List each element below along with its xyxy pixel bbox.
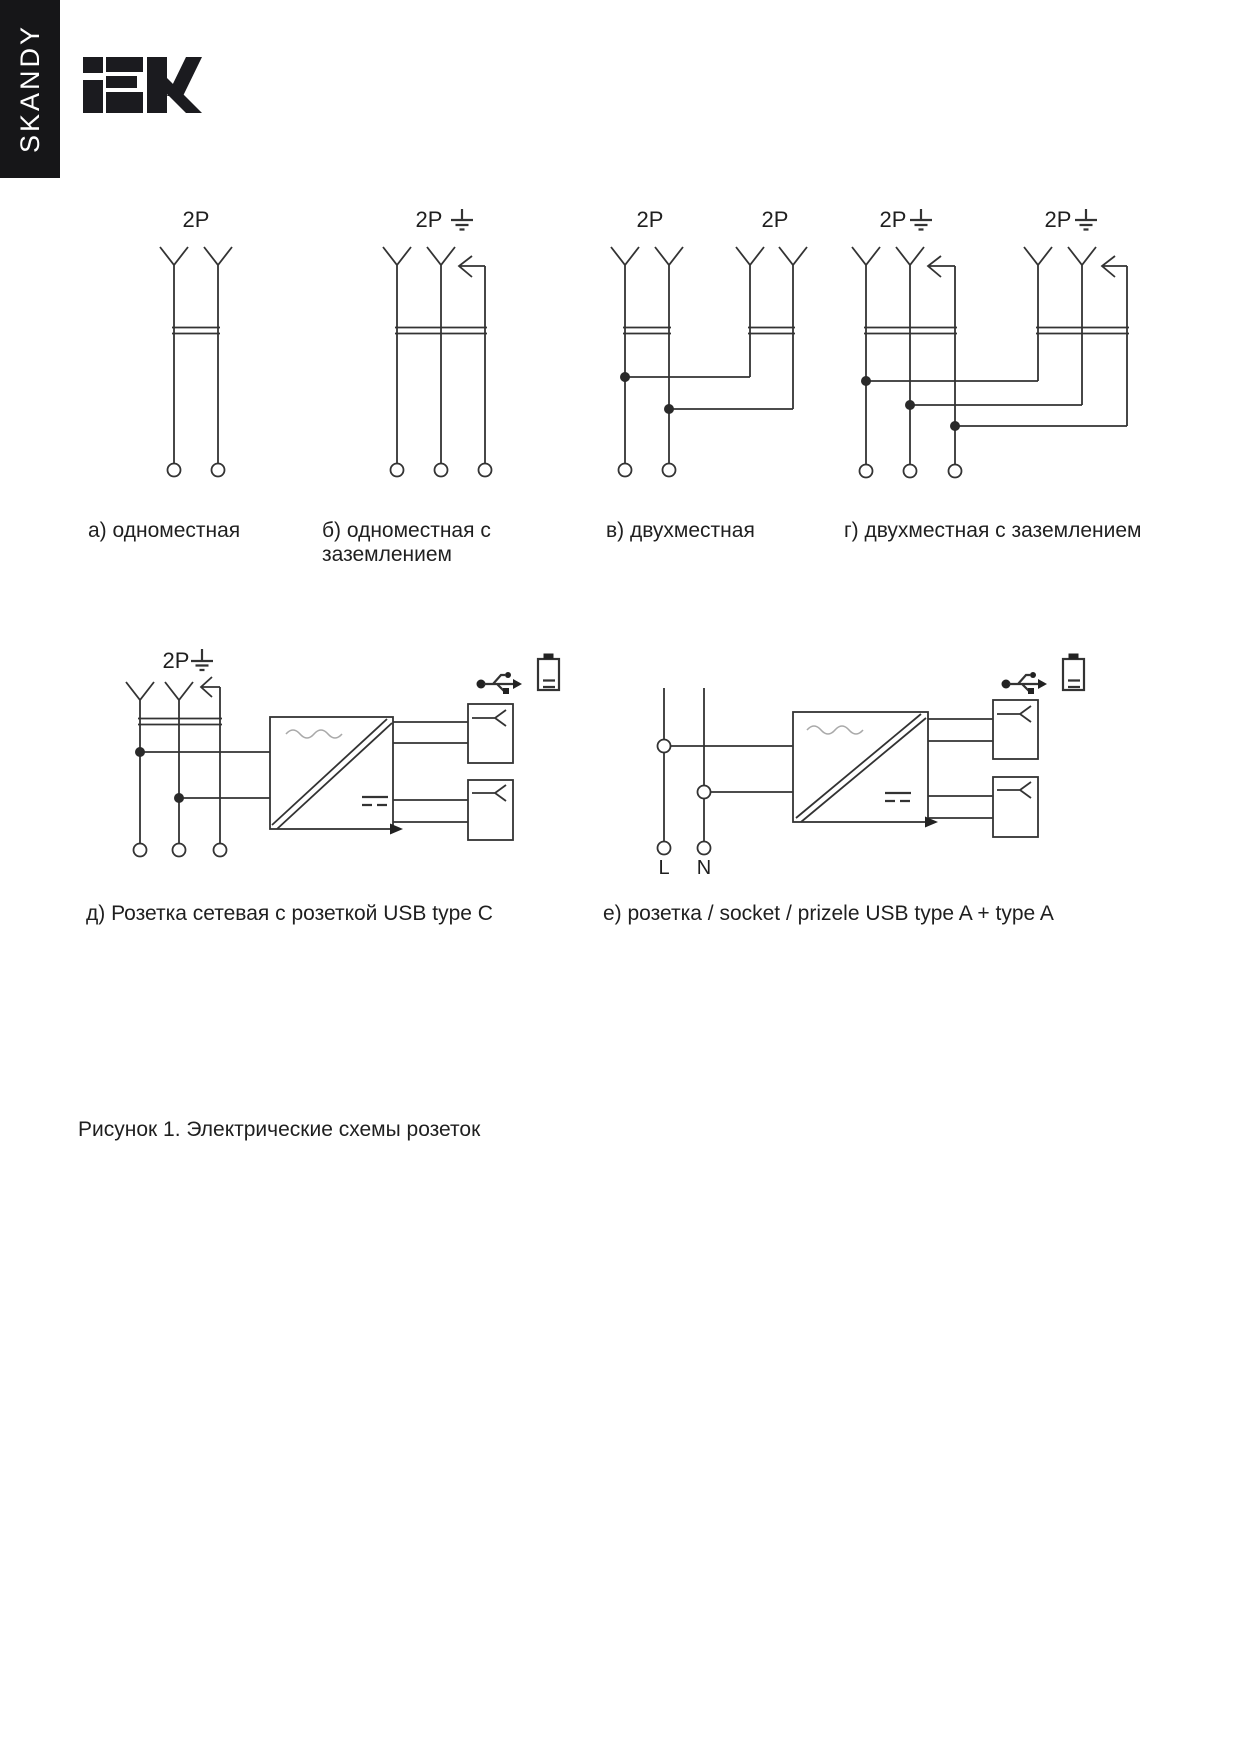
dc-icon: [362, 797, 388, 805]
diagram-b-single-socket-earthed: [383, 207, 492, 477]
junction-dot: [135, 747, 145, 757]
junction-dot: [861, 376, 871, 386]
ground-icon: [910, 209, 932, 230]
terminal-circle: [658, 842, 671, 855]
ground-icon: [191, 649, 213, 670]
terminal-label-n: N: [696, 857, 712, 879]
terminal-circle: [173, 844, 186, 857]
terminal-circle: [212, 464, 225, 477]
usb-port-box: [993, 700, 1038, 759]
caption-g: г) двухместная с заземлением: [844, 519, 1142, 542]
caption-v: в) двухместная: [606, 519, 755, 542]
diagram-e-socket-usb-a: [658, 654, 1085, 880]
terminal-circle: [479, 464, 492, 477]
terminal-circle: [214, 844, 227, 857]
diagram-d-socket-usb-c: [126, 648, 559, 857]
ground-icon: [1075, 209, 1097, 230]
terminal-circle: [134, 844, 147, 857]
caption-b: б) одноместная с заземлением: [322, 519, 491, 566]
converter-arrow: [390, 824, 403, 835]
usb-output-ports: [468, 704, 513, 840]
caption-e: е) розетка / socket / prizele USB type A + type A: [603, 902, 1054, 925]
ac-dc-converter-box: [270, 717, 403, 835]
terminal-circle: [391, 464, 404, 477]
ac-dc-converter-box: [793, 712, 938, 828]
pole-label-d: 2P: [162, 648, 190, 673]
junction-dot: [620, 372, 630, 382]
pole-label-b: 2P: [415, 207, 443, 232]
junction-circle: [658, 740, 671, 753]
ac-wave-icon: [286, 730, 342, 738]
pole-label-v2: 2P: [761, 207, 789, 232]
usb-icon: [477, 672, 523, 694]
caption-a: а) одноместная: [88, 519, 241, 542]
pole-label-a: 2P: [182, 207, 210, 232]
usb-icon: [1002, 672, 1048, 694]
terminal-circle: [663, 464, 676, 477]
diagram-g-double-socket-earthed: [852, 207, 1129, 478]
junction-dot: [905, 400, 915, 410]
socket-contacts: [611, 247, 807, 463]
terminal-circle: [860, 465, 873, 478]
diagram-v-double-socket: [611, 207, 807, 477]
figure-caption: Рисунок 1. Электрические схемы розеток: [78, 1118, 481, 1141]
junction-dot: [950, 421, 960, 431]
junction-dot: [174, 793, 184, 803]
pole-label-g1: 2P: [879, 207, 907, 232]
socket-contacts: [852, 247, 1129, 465]
pole-label-g2: 2P: [1044, 207, 1072, 232]
caption-d: д) Розетка сетевая с розеткой USB type C: [86, 902, 493, 925]
socket-contacts: [160, 247, 232, 463]
usb-port-box: [468, 780, 513, 840]
pole-label-v1: 2P: [636, 207, 664, 232]
terminal-circle: [949, 465, 962, 478]
socket-contacts: [383, 247, 487, 463]
socket-contacts: [126, 677, 468, 843]
ground-icon: [451, 209, 473, 230]
usb-port-box: [468, 704, 513, 763]
battery-icon: [1063, 654, 1084, 691]
usb-output-ports: [993, 700, 1038, 837]
junction-circle: [698, 786, 711, 799]
terminal-circle: [698, 842, 711, 855]
terminal-label-l: L: [658, 857, 670, 879]
terminal-circle: [168, 464, 181, 477]
brand-vertical-text: SKANDY: [14, 24, 45, 154]
terminal-circle: [619, 464, 632, 477]
terminal-circle: [435, 464, 448, 477]
ac-wave-icon: [807, 726, 863, 734]
usb-port-box: [993, 777, 1038, 837]
mains-lines: [664, 688, 993, 841]
terminal-circle: [904, 465, 917, 478]
junction-dot: [664, 404, 674, 414]
dc-icon: [885, 793, 911, 801]
battery-icon: [538, 654, 559, 691]
diagram-a-single-socket: [160, 207, 232, 477]
